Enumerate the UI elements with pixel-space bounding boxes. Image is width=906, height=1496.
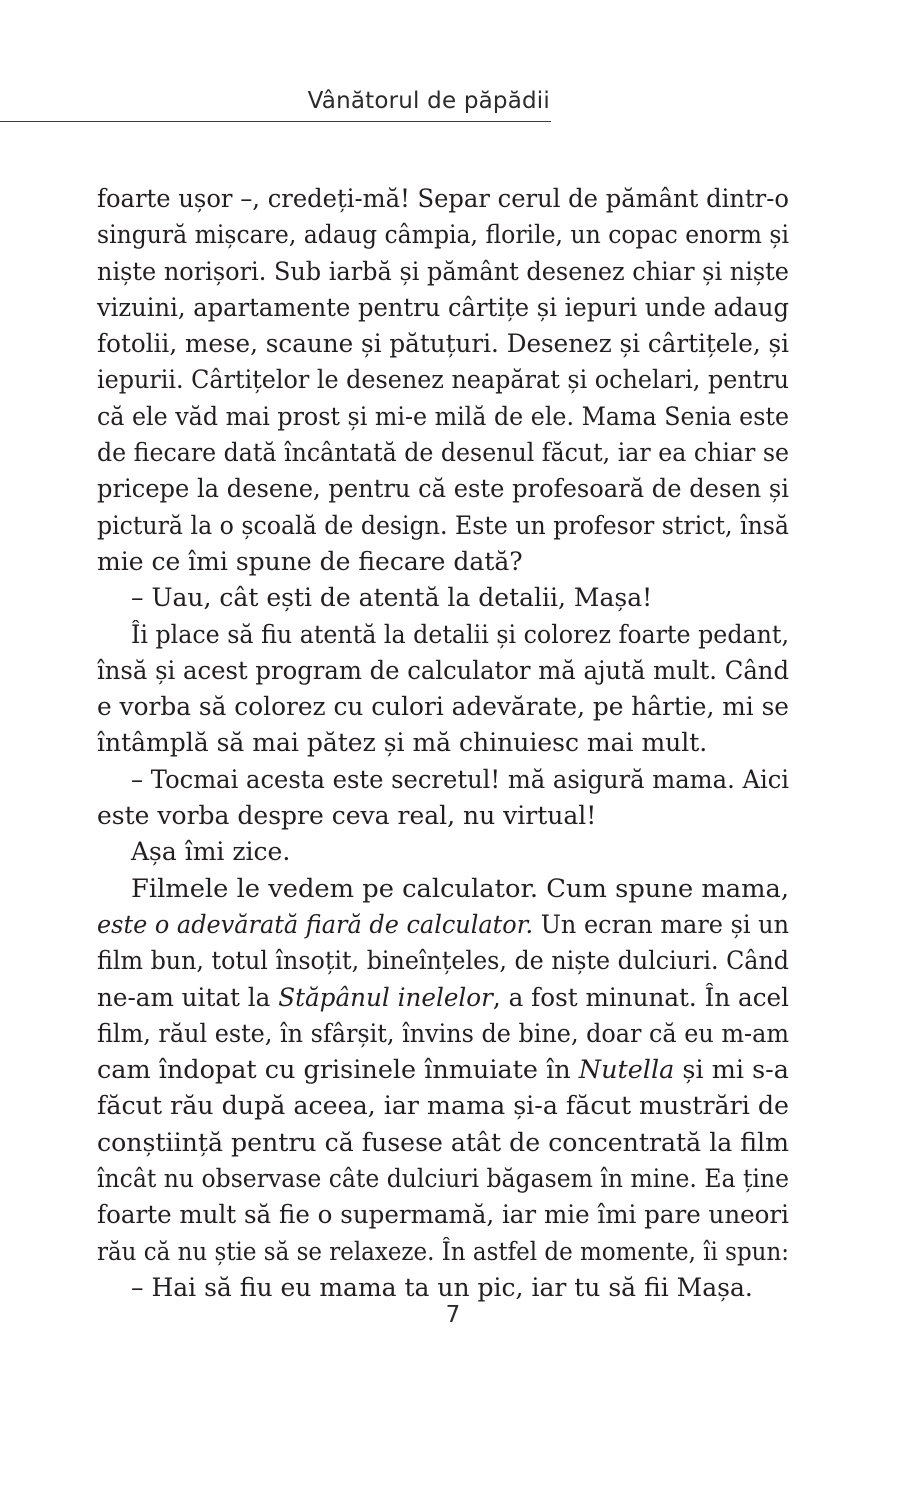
text-line xyxy=(0,1197,906,1233)
text-run: întâmplă să mai pătez și mă chinuiesc mai mult. xyxy=(97,728,708,758)
text-line xyxy=(0,762,906,798)
text-line xyxy=(0,290,906,326)
text-run: este vorba despre ceva real, nu virtual! xyxy=(97,801,597,831)
text-run: și mi s-a xyxy=(674,1055,789,1085)
italic-text: Stăpânul inelelor xyxy=(278,982,493,1012)
text-line xyxy=(0,907,906,943)
text-run: ne-am uitat la xyxy=(97,982,279,1012)
text-line xyxy=(0,943,906,979)
text-run: pricepe la desene, pentru că este profesoară de desen și xyxy=(97,474,789,504)
text-run: Așa îmi zice. xyxy=(131,837,291,867)
text-line xyxy=(0,580,906,616)
text-run: singură mișcare, adaug câmpia, florile, un copac enorm și xyxy=(97,220,789,250)
text-run: încât nu observase câte dulciuri băgasem în mine. Ea ține xyxy=(97,1164,789,1194)
text-run: , a fost minunat. În acel xyxy=(492,982,789,1012)
italic-text: este o adevărată fiară de calculator. xyxy=(97,909,534,939)
text-run: de fiecare dată încântată de desenul făcut, iar ea chiar se xyxy=(97,438,789,468)
text-line xyxy=(0,181,906,217)
text-line xyxy=(0,1052,906,1088)
text-run: vizuini, apartamente pentru cârtițe și iepuri unde adaug xyxy=(97,292,789,322)
text-run: că ele văd mai prost și mi-e milă de ele. Mama Senia este xyxy=(97,401,789,431)
text-line xyxy=(0,1125,906,1161)
text-run: conștiință pentru că fusese atât de concentrată la film xyxy=(97,1127,789,1157)
text-run: Îi place să fiu atentă la detalii și colorez foarte pedant, xyxy=(131,619,789,649)
text-run: făcut rău după aceea, iar mama și-a făcut mustrări de xyxy=(97,1091,789,1121)
text-run: niște norișori. Sub iarbă și pământ desenez chiar și niște xyxy=(97,256,789,286)
text-line xyxy=(0,544,906,580)
text-run: iepurii. Cârtițelor le desenez neapărat și ochelari, pentru xyxy=(97,365,789,395)
text-run: film, răul este, în sfârșit, învins de bine, doar că eu m-am xyxy=(97,1018,789,1048)
text-run: mie ce îmi spune de fiecare dată? xyxy=(97,546,523,576)
text-line xyxy=(0,362,906,398)
text-line xyxy=(0,254,906,290)
text-line xyxy=(0,326,906,362)
text-run: – Hai să fiu eu mama ta un pic, iar tu să fii Mașa. xyxy=(131,1272,753,1302)
text-line xyxy=(0,798,906,834)
text-line xyxy=(0,399,906,435)
text-line xyxy=(0,435,906,471)
text-line xyxy=(0,980,906,1016)
text-run: cam îndopat cu grisinele înmuiate în xyxy=(97,1055,579,1085)
body-text xyxy=(0,181,906,1306)
text-line xyxy=(0,1016,906,1052)
text-run: Un ecran mare și un xyxy=(533,909,789,939)
text-run: rău că nu știe să se relaxeze. În astfel de momente, îi spun: xyxy=(97,1236,789,1266)
text-run: – Tocmai acesta este secretul! mă asigură mama. Aici xyxy=(131,764,789,794)
text-run: e vorba să colorez cu culori adevărate, pe hârtie, mi se xyxy=(97,692,789,722)
text-run: pictură la o școală de design. Este un profesor strict, însă xyxy=(97,510,789,540)
text-run: fotolii, mese, scaune și pătuțuri. Desenez și cârtițele, și xyxy=(97,329,789,359)
text-run: foarte ușor –, credeți-mă! Separ cerul de pământ dintr-o xyxy=(97,184,789,213)
text-run: film bun, totul însoțit, bineînțeles, de niște dulciuri. Când xyxy=(97,946,789,976)
text-line xyxy=(0,689,906,725)
running-head-title: Vânătorul de păpădii xyxy=(307,88,550,114)
text-run: foarte mult să fie o supermamă, iar mie îmi pare uneori xyxy=(97,1200,789,1230)
text-line xyxy=(0,1088,906,1124)
text-line xyxy=(0,617,906,653)
text-line xyxy=(0,725,906,761)
text-line xyxy=(0,217,906,253)
text-line xyxy=(0,653,906,689)
text-line xyxy=(0,834,906,870)
header-rule xyxy=(0,121,551,122)
text-line xyxy=(0,1161,906,1197)
text-line xyxy=(0,508,906,544)
text-run: – Uau, cât ești de atentă la detalii, Mașa! xyxy=(131,583,653,613)
page-number: 7 xyxy=(445,1302,461,1328)
italic-text: Nutella xyxy=(578,1055,675,1085)
text-line xyxy=(0,1234,906,1270)
text-run: Filmele le vedem pe calculator. Cum spune mama, xyxy=(131,873,789,903)
text-line xyxy=(0,471,906,507)
text-line xyxy=(0,871,906,907)
text-run: însă și acest program de calculator mă ajută mult. Când xyxy=(97,655,789,685)
text-line xyxy=(0,1270,906,1306)
